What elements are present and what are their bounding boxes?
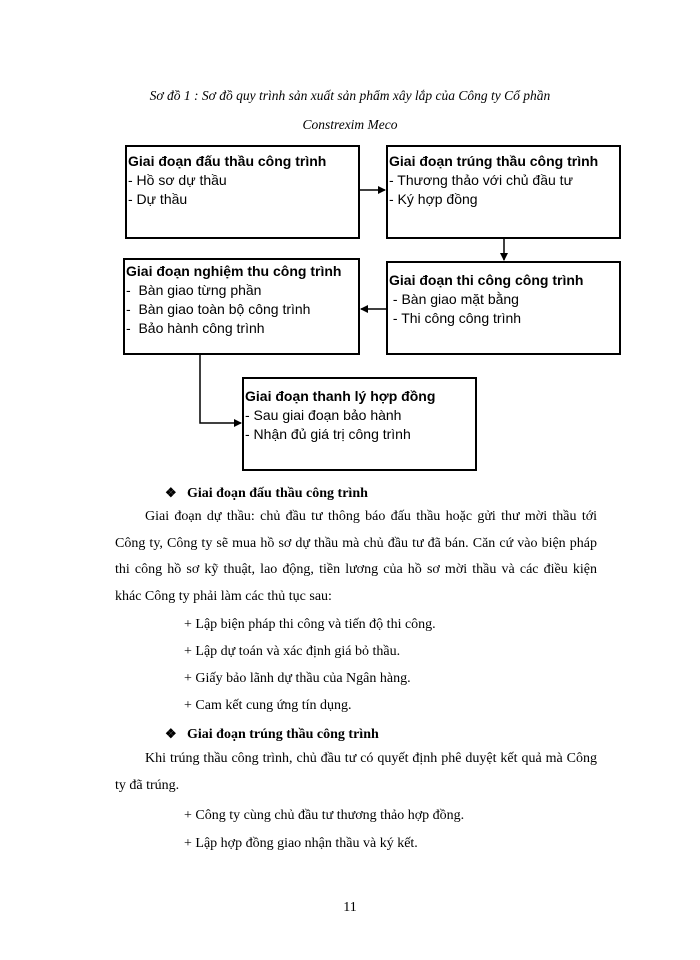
diamond-bullet-icon: ❖ bbox=[165, 485, 177, 500]
diamond-bullet-icon: ❖ bbox=[165, 726, 177, 741]
box-title: Giai đoạn nghiệm thu công trình bbox=[126, 263, 342, 279]
box-item: - Sau giai đoạn bảo hành bbox=[245, 407, 402, 423]
figure-caption-line1: Sơ đồ 1 : Sơ đồ quy trình sản xuất sản phẩm xây lắp của Công ty Cổ phần bbox=[149, 88, 551, 103]
section-paragraph-winning: Khi trúng thầu công trình, chủ đầu tư có quyết định phê duyệt kết quả mà Công ty đã trúng. bbox=[115, 751, 597, 793]
box-item: - Dự thầu bbox=[128, 191, 188, 207]
list-item: + Giấy bảo lãnh dự thầu của Ngân hàng. bbox=[184, 671, 411, 686]
box-item: - Bàn giao từng phần bbox=[126, 282, 262, 298]
box-item: - Bàn giao toàn bộ công trình bbox=[126, 301, 311, 317]
box-title: Giai đoạn thanh lý hợp đồng bbox=[245, 388, 436, 404]
list-item: + Công ty cùng chủ đầu tư thương thảo hợp đồng. bbox=[184, 808, 465, 823]
box-title: Giai đoạn đấu thầu công trình bbox=[128, 153, 327, 169]
figure-caption-line2: Constrexim Meco bbox=[302, 117, 398, 132]
box-item: - Bảo hành công trình bbox=[126, 320, 265, 336]
page-number: 11 bbox=[343, 900, 357, 915]
section-heading-text: Giai đoạn đấu thầu công trình bbox=[187, 486, 368, 501]
box-title: Giai đoạn thi công công trình bbox=[389, 272, 584, 288]
list-item: + Lập dự toán và xác định giá bỏ thầu. bbox=[184, 644, 401, 659]
box-item: - Hồ sơ dự thầu bbox=[128, 172, 227, 188]
section-heading-text: Giai đoạn trúng thầu công trình bbox=[187, 727, 379, 742]
list-item: + Lập biện pháp thi công và tiến độ thi công. bbox=[184, 617, 436, 632]
box-item: - Bàn giao mặt bằng bbox=[389, 291, 519, 307]
list-item: + Lập hợp đồng giao nhận thầu và ký kết. bbox=[184, 836, 418, 851]
box-item: - Thương thảo với chủ đầu tư bbox=[389, 172, 573, 188]
section-heading-bidding bbox=[165, 485, 368, 502]
section-paragraph-bidding: Giai đoạn dự thầu: chủ đầu tư thông báo đấu thầu hoặc gửi thư mời thầu tới Công ty, Công ty sẽ mua hồ sơ dự thầu mà chủ đầu tư đã bán. Căn cứ vào biện pháp thi công hồ sơ kỹ thuật, lao động, tiền lương của hồ sơ mời thầu và các điều kiện khác Công ty phải làm các thủ tục sau: bbox=[115, 509, 597, 604]
list-item: + Cam kết cung ứng tín dụng. bbox=[184, 698, 352, 713]
box-item: - Ký hợp đồng bbox=[389, 191, 478, 207]
box-item: - Nhận đủ giá trị công trình bbox=[245, 426, 411, 442]
section-heading-winning bbox=[165, 726, 379, 743]
box-item: - Thi công công trình bbox=[389, 310, 522, 326]
box-title: Giai đoạn trúng thầu công trình bbox=[389, 153, 599, 169]
arrow-acceptance-to-liquidation bbox=[200, 355, 241, 423]
